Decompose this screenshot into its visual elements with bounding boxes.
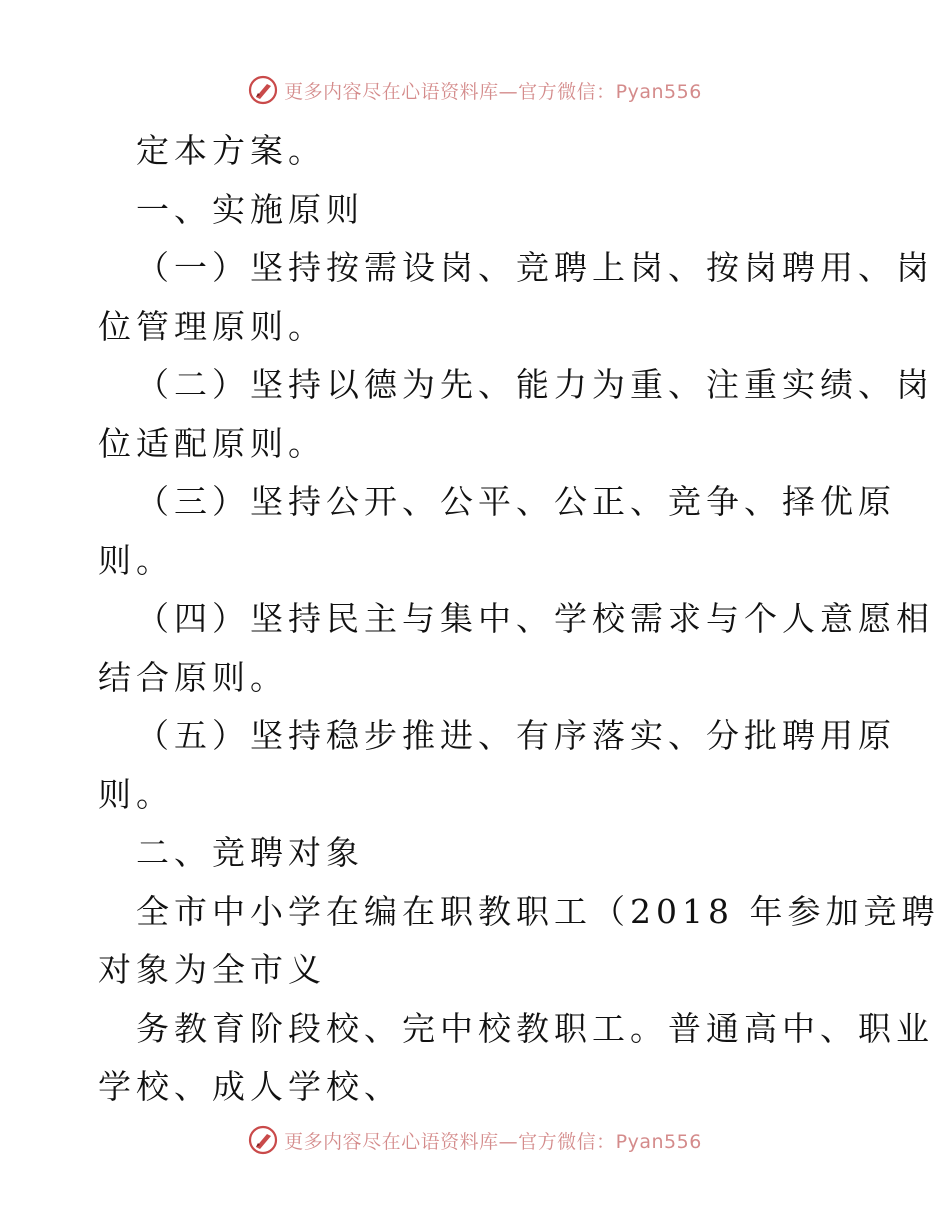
text-line: （五）坚持稳步推进、有序落实、分批聘用原 <box>136 716 896 755</box>
pen-nib-icon <box>248 75 278 105</box>
text-line: 位管理原则。 <box>98 306 326 346</box>
text-line: （三）坚持公开、公平、公正、竞争、择优原 <box>136 482 896 521</box>
text-line: 务教育阶段校、完中校教职工。普通高中、职业 <box>136 1008 934 1048</box>
text-line: 结合原则。 <box>98 657 288 697</box>
text-line: 则。 <box>98 774 174 814</box>
text-line: 学校、成人学校、 <box>98 1067 402 1106</box>
text-line: 全市中小学在编在职教职工（2018 年参加竞聘 <box>136 891 940 931</box>
watermark-text: 更多内容尽在心语资料库—官方微信：Pyan556 <box>284 1130 702 1153</box>
section-heading: 一、实施原则 <box>136 189 364 229</box>
section-heading: 二、竞聘对象 <box>136 833 364 872</box>
footer-watermark <box>0 1120 950 1160</box>
text-line: （二）坚持以德为先、能力为重、注重实绩、岗 <box>136 365 934 404</box>
text-line: （四）坚持民主与集中、学校需求与个人意愿相 <box>136 599 934 638</box>
text-line: 则。 <box>98 540 174 580</box>
watermark-text: 更多内容尽在心语资料库—官方微信：Pyan556 <box>284 80 702 103</box>
header-watermark <box>0 70 950 110</box>
text-line: 定本方案。 <box>136 131 326 170</box>
text-line: （一）坚持按需设岗、竞聘上岗、按岗聘用、岗 <box>136 248 934 287</box>
text-line: 位适配原则。 <box>98 423 326 463</box>
text-line: 对象为全市义 <box>98 950 326 989</box>
document-body <box>98 122 940 1117</box>
pen-nib-icon <box>248 1125 278 1155</box>
